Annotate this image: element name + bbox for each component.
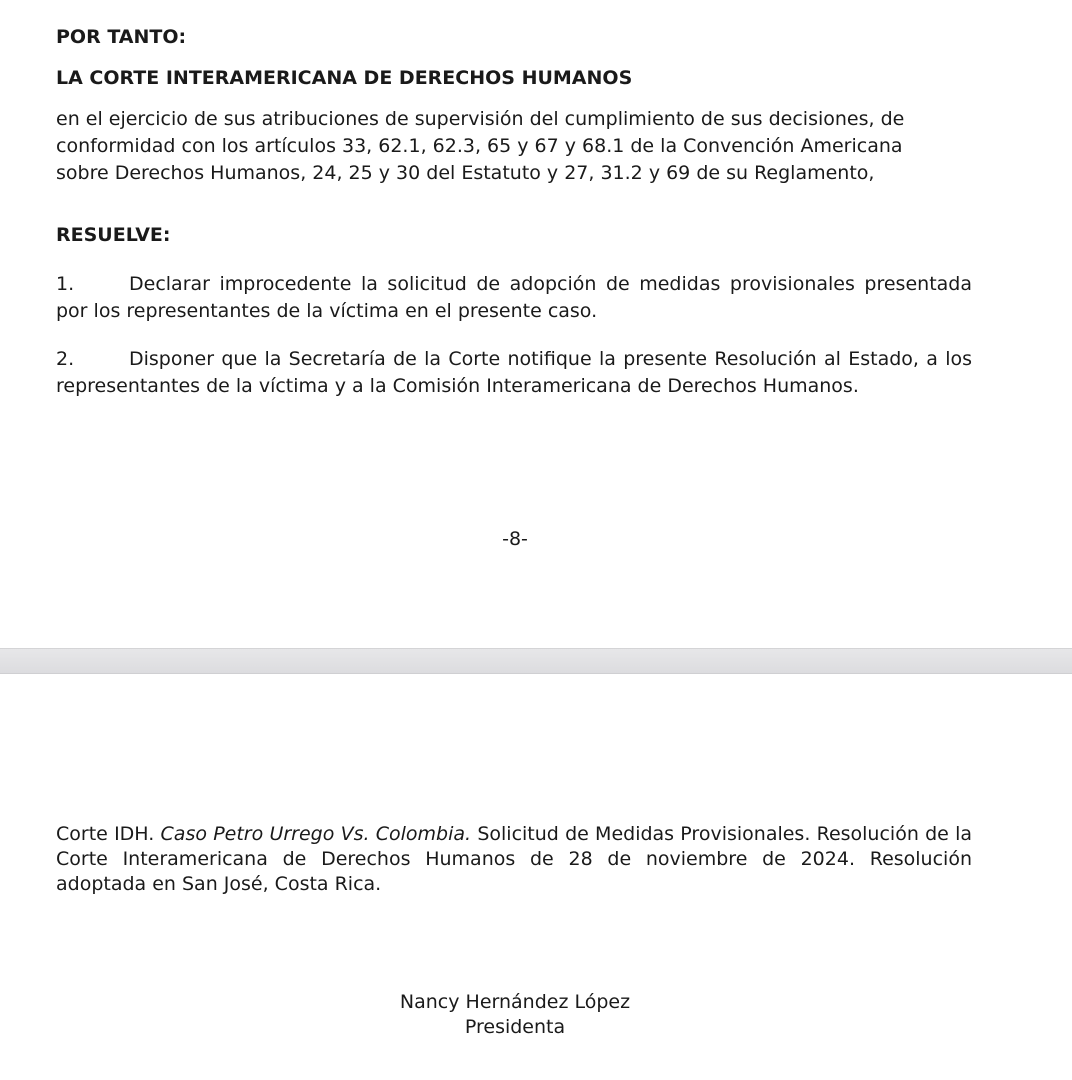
heading-por-tanto: POR TANTO: — [56, 26, 187, 48]
signature-block — [0, 990, 1030, 1040]
heading-resuelve: RESUELVE: — [56, 224, 171, 246]
item-number: 2. — [56, 348, 75, 370]
citation-prefix: Corte IDH. — [56, 823, 161, 845]
page-separator — [0, 648, 1072, 674]
intro-line: sobre Derechos Humanos, 24, 25 y 30 del Estatuto y 27, 31.2 y 69 de su Reglamento, — [56, 162, 875, 184]
case-citation — [56, 822, 972, 897]
signatory-title: Presidenta — [464, 1016, 566, 1038]
resolution-item-1 — [56, 271, 972, 325]
citation-case-title: Caso Petro Urrego Vs. Colombia. — [160, 823, 472, 845]
intro-line: en el ejercicio de sus atribuciones de supervisión del cumplimiento de sus decisiones, de — [56, 108, 905, 130]
intro-line: conformidad con los artículos 33, 62.1, 62.3, 65 y 67 y 68.1 de la Convención Americana — [56, 135, 903, 157]
resolution-item-2 — [56, 346, 972, 400]
item-text: Declarar improcedente la solicitud de adopción de medidas provisionales presentada por los representantes de la víctima en el presente caso. — [56, 273, 972, 322]
intro-paragraph — [56, 106, 972, 187]
citation-suffix: Solicitud de Medidas Provisionales. Resolución de la Corte Interamericana de Derechos Humanos de 28 de noviembre de 2024. Resolución adoptada en San José, Costa Rica. — [56, 823, 972, 895]
item-text: Disponer que la Secretaría de la Corte notifique la presente Resolución al Estado, a los representantes de la víctima y a la Comisión Interamericana de Derechos Humanos. — [56, 348, 972, 397]
signatory-name: Nancy Hernández López — [399, 991, 631, 1013]
page-number: -8- — [502, 528, 528, 550]
heading-court-name: LA CORTE INTERAMERICANA DE DERECHOS HUMANOS — [56, 67, 633, 89]
item-number: 1. — [56, 273, 75, 295]
